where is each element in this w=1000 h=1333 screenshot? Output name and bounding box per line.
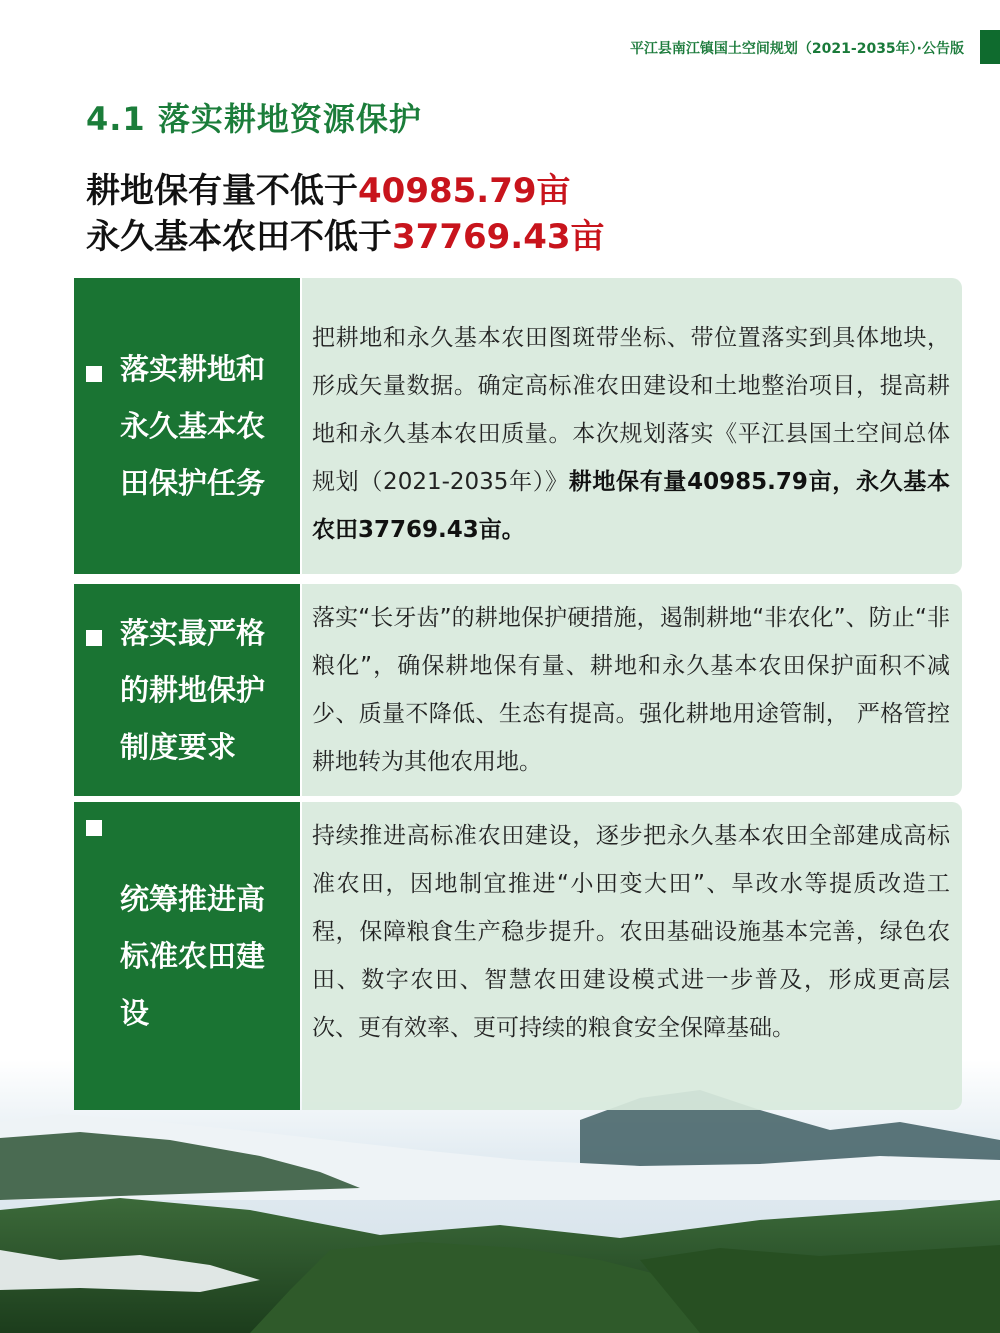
header-accent-bar [980, 30, 1000, 64]
row-text: 持续推进高标准农田建设，逐步把永久基本农田全部建成高标准农田，因地制宜推进“小田变大田”、旱改水等提质改造工程，保障粮食生产稳步提升。农田基础设施基本完善，绿色农田、数字农田、智慧农田建设模式进一步普及，形成更高层次、更有效率、更可持续的粮食安全保障基础。 [312, 823, 950, 1041]
row-body [302, 278, 962, 574]
row-label: 落实耕地和永久基本农田保护任务 [120, 351, 266, 500]
section-title: 4.1 落实耕地资源保护 [86, 100, 422, 138]
key-stats [86, 168, 605, 260]
row-body [302, 802, 962, 1110]
row-label: 落实最严格的耕地保护制度要求 [120, 615, 266, 764]
row-body [302, 584, 962, 796]
row-text-bold: 耕地保有量40985.79亩，永久基本农田37769.43亩。 [312, 469, 951, 543]
row-text: 把耕地和永久基本农田图斑带坐标、带位置落实到具体地块，形成矢量数据。确定高标准农田建设和土地整治项目，提高耕地和永久基本农田质量。本次规划落实《平江县国土空间总体规划（2021-2035年）》耕地保有量40985.79亩，永久基本农田37769.43亩。 [312, 325, 951, 543]
stat-farmland: 耕地保有量不低于40985.79亩 [86, 171, 571, 211]
row-text: 落实“长牙齿”的耕地保护硬措施，遏制耕地“非农化”、防止“非粮化”，确保耕地保有量、耕地和永久基本农田保护面积不减少、质量不降低、生态有提高。强化耕地用途管制， 严格管控耕地转为其他农用地。 [312, 605, 950, 775]
stat-farmland-value: 40985.79亩 [358, 171, 571, 211]
square-bullet-icon [86, 820, 102, 836]
stat-basic-farmland: 永久基本农田不低于37769.43亩 [86, 217, 605, 257]
row-label-bg [74, 278, 300, 574]
row-high-standard-farmland [74, 802, 962, 1110]
row-label-bg [74, 802, 300, 1110]
row-label-bg [74, 584, 300, 796]
stat-basic-farmland-value: 37769.43亩 [392, 217, 605, 257]
row-farmland-task [74, 278, 962, 574]
square-bullet-icon [86, 630, 102, 646]
square-bullet-icon [86, 366, 102, 382]
row-strict-protection [74, 584, 962, 796]
document-header: 平江县南江镇国土空间规划（2021-2035年）·公告版 [629, 41, 964, 57]
row-label: 统筹推进高标准农田建设 [120, 881, 266, 1030]
